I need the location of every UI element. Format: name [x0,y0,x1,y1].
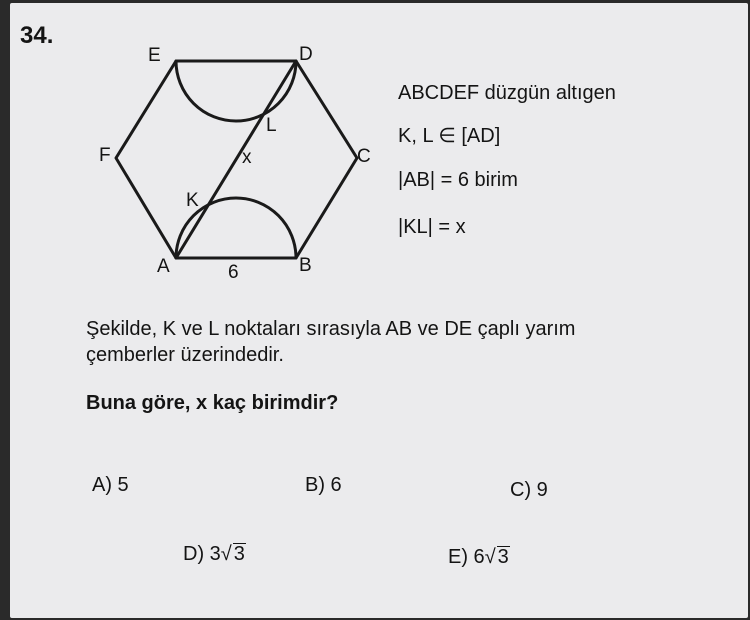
question-prompt: Buna göre, x kaç birimdir? [86,392,339,414]
given-ab-length: |AB| = 6 birim [398,169,518,191]
sqrt-sign-icon: √ [220,543,232,565]
point-label-k: K [186,190,199,211]
segment-label-x: x [242,147,252,168]
option-a[interactable]: A) 5 [92,474,129,496]
point-label-l: L [266,115,277,136]
vertex-label-a: A [157,256,170,277]
option-d-radicand: 3 [233,543,245,565]
option-e-prefix: E) 6 [448,546,485,568]
option-d-prefix: D) 3 [183,543,221,565]
option-b[interactable]: B) 6 [305,474,342,496]
vertex-label-f: F [99,145,111,166]
question-number: 34. [20,22,54,49]
option-e[interactable] [448,546,510,569]
option-e-radicand: 3 [497,546,509,568]
sqrt-sign-icon: √ [484,546,496,568]
vertex-label-b: B [299,255,312,276]
side-length-label: 6 [228,262,239,283]
given-kl-length: |KL| = x [398,216,466,238]
diagonal-ad [176,61,296,258]
option-d[interactable] [183,543,246,566]
vertex-label-d: D [299,44,313,65]
given-kl-on-ad: K, L ∈ [AD] [398,125,501,147]
given-hexagon: ABCDEF düzgün altıgen [398,82,616,104]
vertex-label-c: C [357,146,371,167]
question-stem-line1: Şekilde, K ve L noktaları sırasıyla AB ve DE çaplı yarım [86,318,576,340]
vertex-label-e: E [148,45,161,66]
question-stem-line2: çemberler üzerindedir. [86,344,284,366]
option-c[interactable]: C) 9 [510,479,548,501]
